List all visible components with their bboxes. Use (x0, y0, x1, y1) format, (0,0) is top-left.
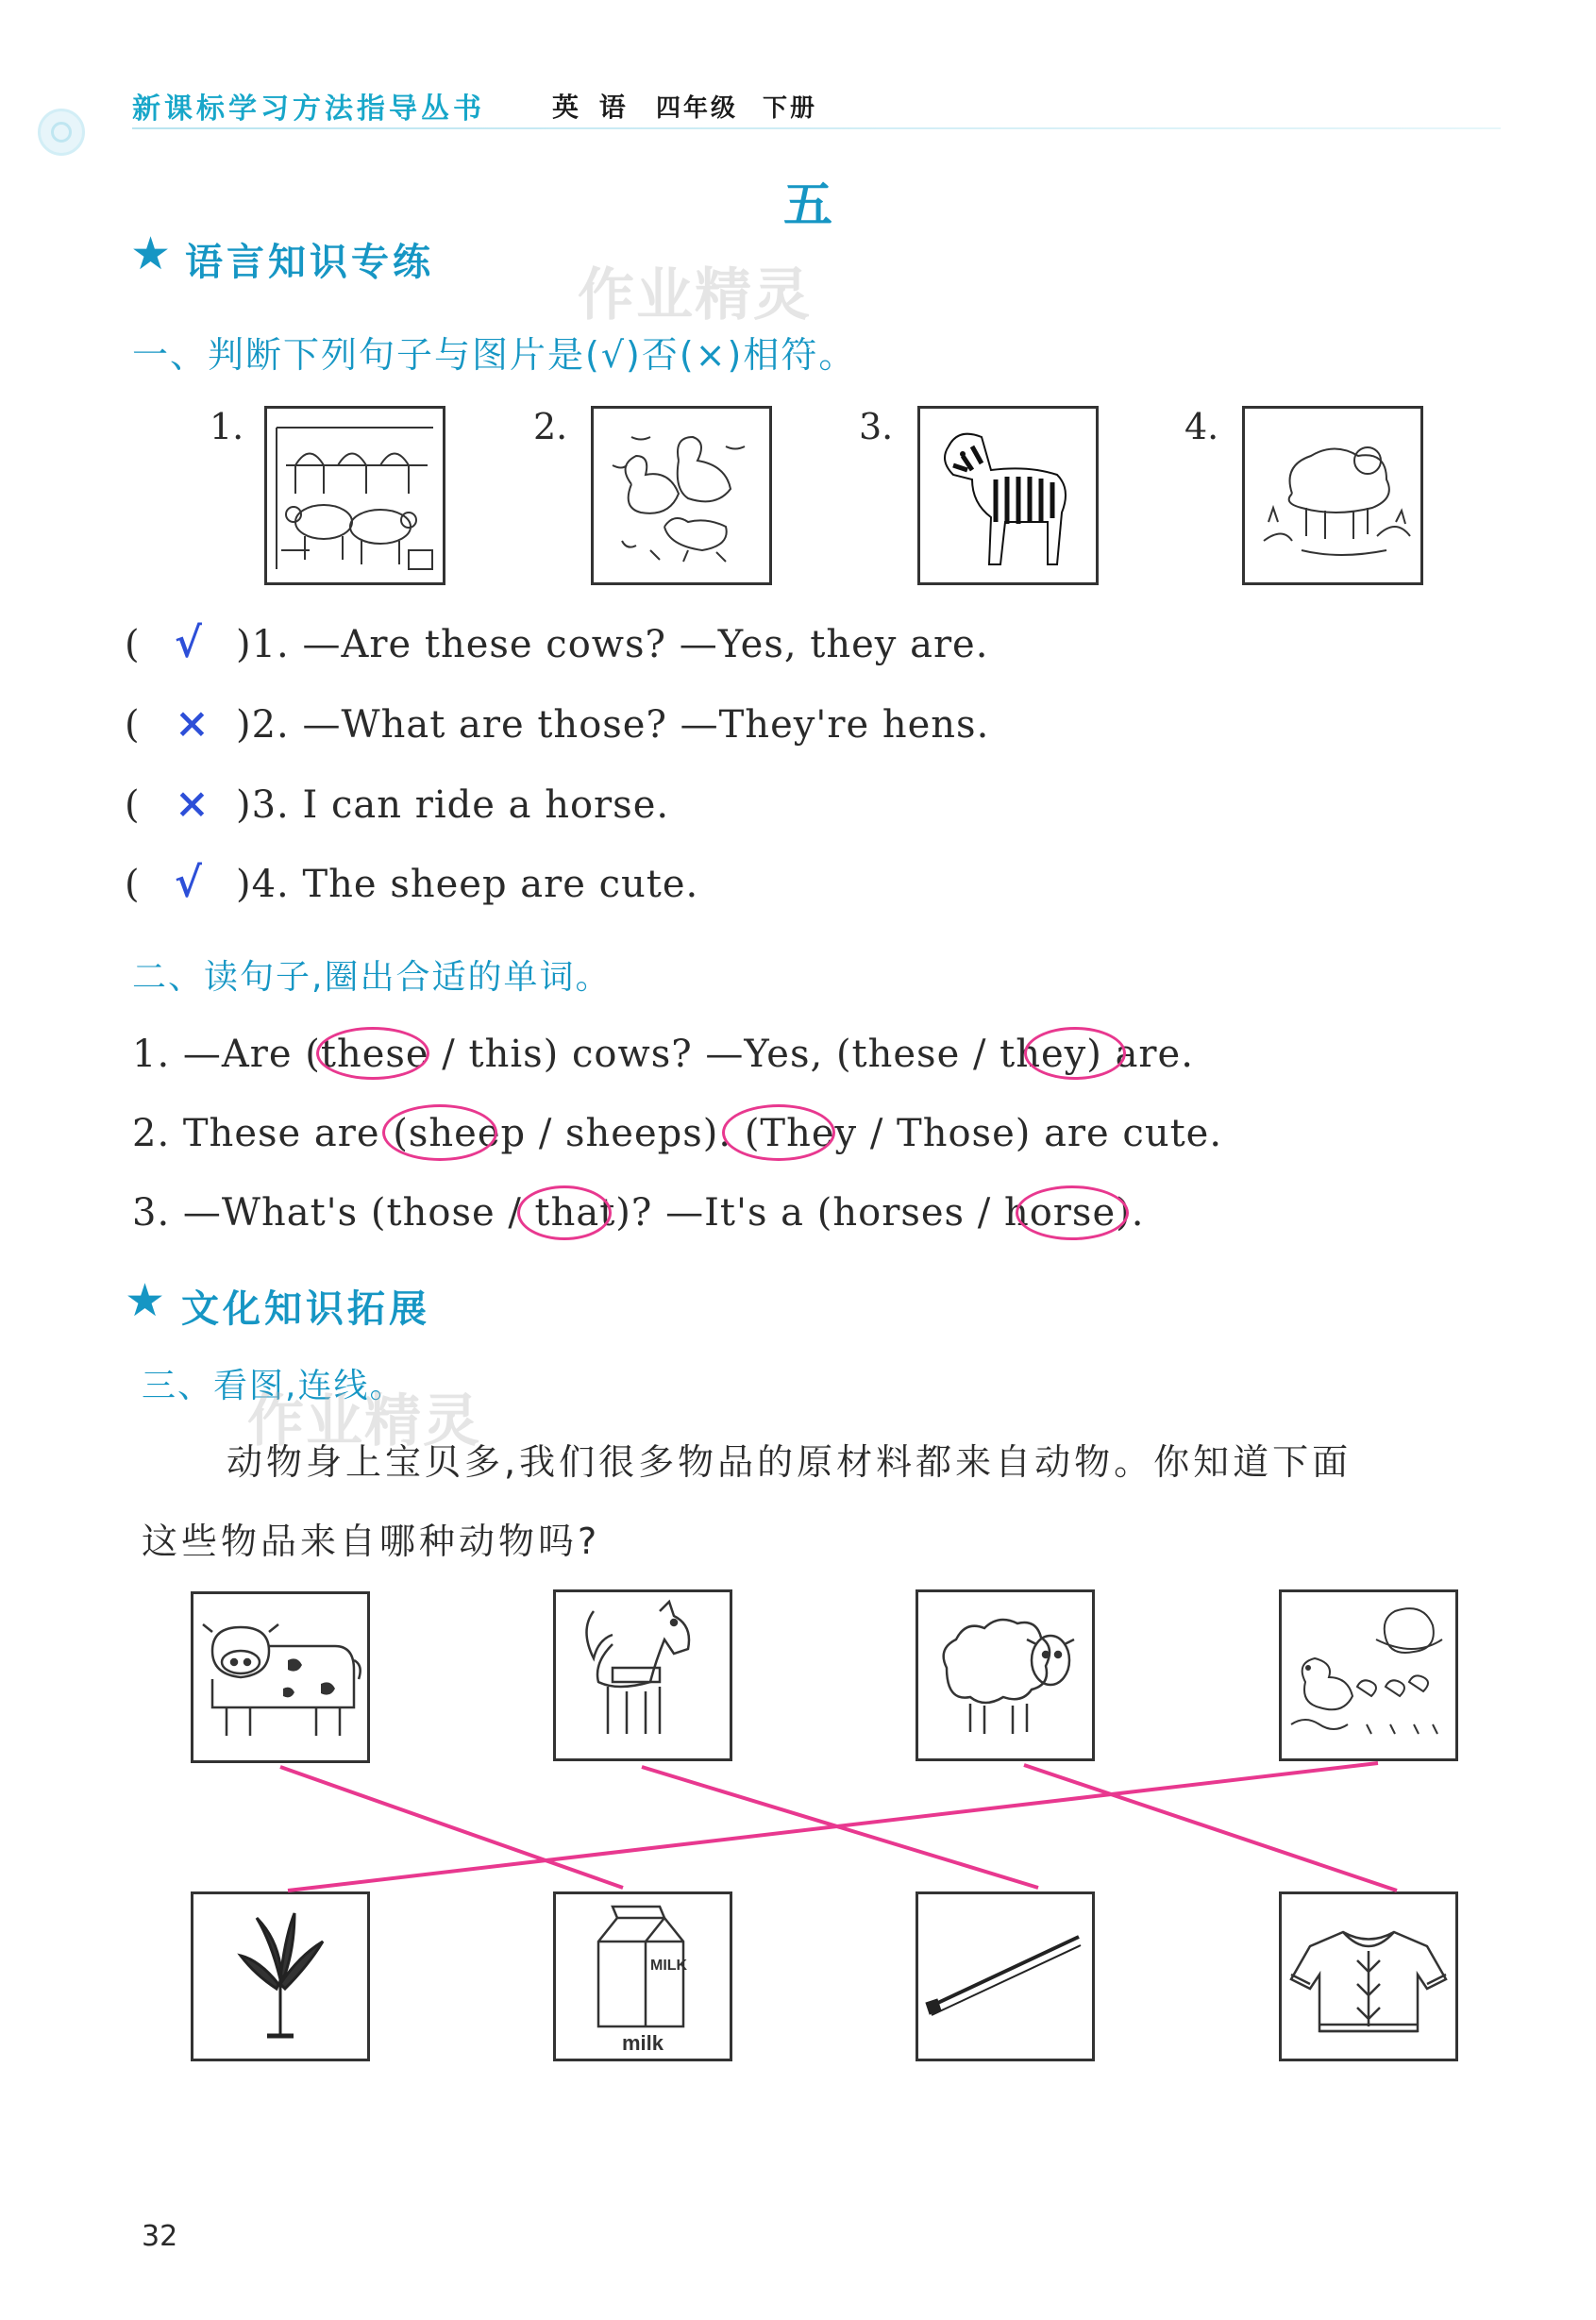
watermark: 作业精灵 (578, 262, 812, 328)
judgement-item: )4. The sheep are cute. (236, 863, 699, 906)
circle-word-line: 3. —What's (those / that)? —It's a (horses / horse). (132, 1191, 1145, 1235)
section-title-culture: 文化知识拓展 (181, 1287, 430, 1331)
answer-mark: × (175, 780, 210, 828)
circle-word-line: 1. —Are (these / this) cows? —Yes, (these / they) are. (132, 1033, 1194, 1076)
page-number: 32 (142, 2220, 178, 2253)
answer-bracket: ( (125, 783, 140, 827)
grade-label: 四年级 (656, 94, 739, 123)
term-label: 下册 (763, 94, 818, 123)
answer-bracket: ( (125, 863, 140, 906)
answer-mark: √ (175, 859, 202, 907)
picture-number: 2. (533, 406, 568, 447)
judgement-item: )1. —Are these cows? —Yes, they are. (236, 623, 989, 666)
milk-carton-label: MILK (650, 1958, 688, 1974)
watermark: 作业精灵 (247, 1388, 481, 1454)
question-1-title: 一、判断下列句子与图片是(√)否(×)相符。 (132, 334, 857, 376)
instruction-text: 这些物品来自哪种动物吗? (142, 1521, 601, 1562)
picture-number: 1. (210, 406, 244, 447)
star-icon: ★ (125, 1274, 166, 1327)
circle-word-line: 2. These are (sheep / sheeps). (They / Those) are cute. (132, 1112, 1223, 1155)
matching-line-group (280, 1763, 1397, 1891)
question-3-title: 三、看图,连线。 (142, 1367, 406, 1405)
answer-bracket: ( (125, 623, 140, 666)
milk-caption: milk (622, 2031, 664, 2055)
section-title-language: 语言知识专练 (185, 241, 434, 284)
answer-bracket: ( (125, 703, 140, 747)
series-title: 新课标学习方法指导丛书 (132, 92, 485, 126)
instruction-text: 动物身上宝贝多,我们很多物品的原材料都来自动物。你知道下面 (227, 1441, 1352, 1483)
unit-heading: 五 (783, 177, 833, 234)
subject-label: 英 语 (552, 92, 631, 123)
picture-number: 4. (1184, 406, 1219, 447)
judgement-item: )2. —What are those? —They're hens. (236, 703, 990, 747)
judgement-item: )3. I can ride a horse. (236, 783, 670, 827)
answer-mark: √ (175, 619, 202, 667)
picture-number: 3. (859, 406, 894, 447)
star-icon: ★ (130, 227, 172, 280)
question-2-title: 二、读句子,圈出合适的单词。 (132, 958, 612, 997)
answer-mark: × (175, 699, 210, 748)
